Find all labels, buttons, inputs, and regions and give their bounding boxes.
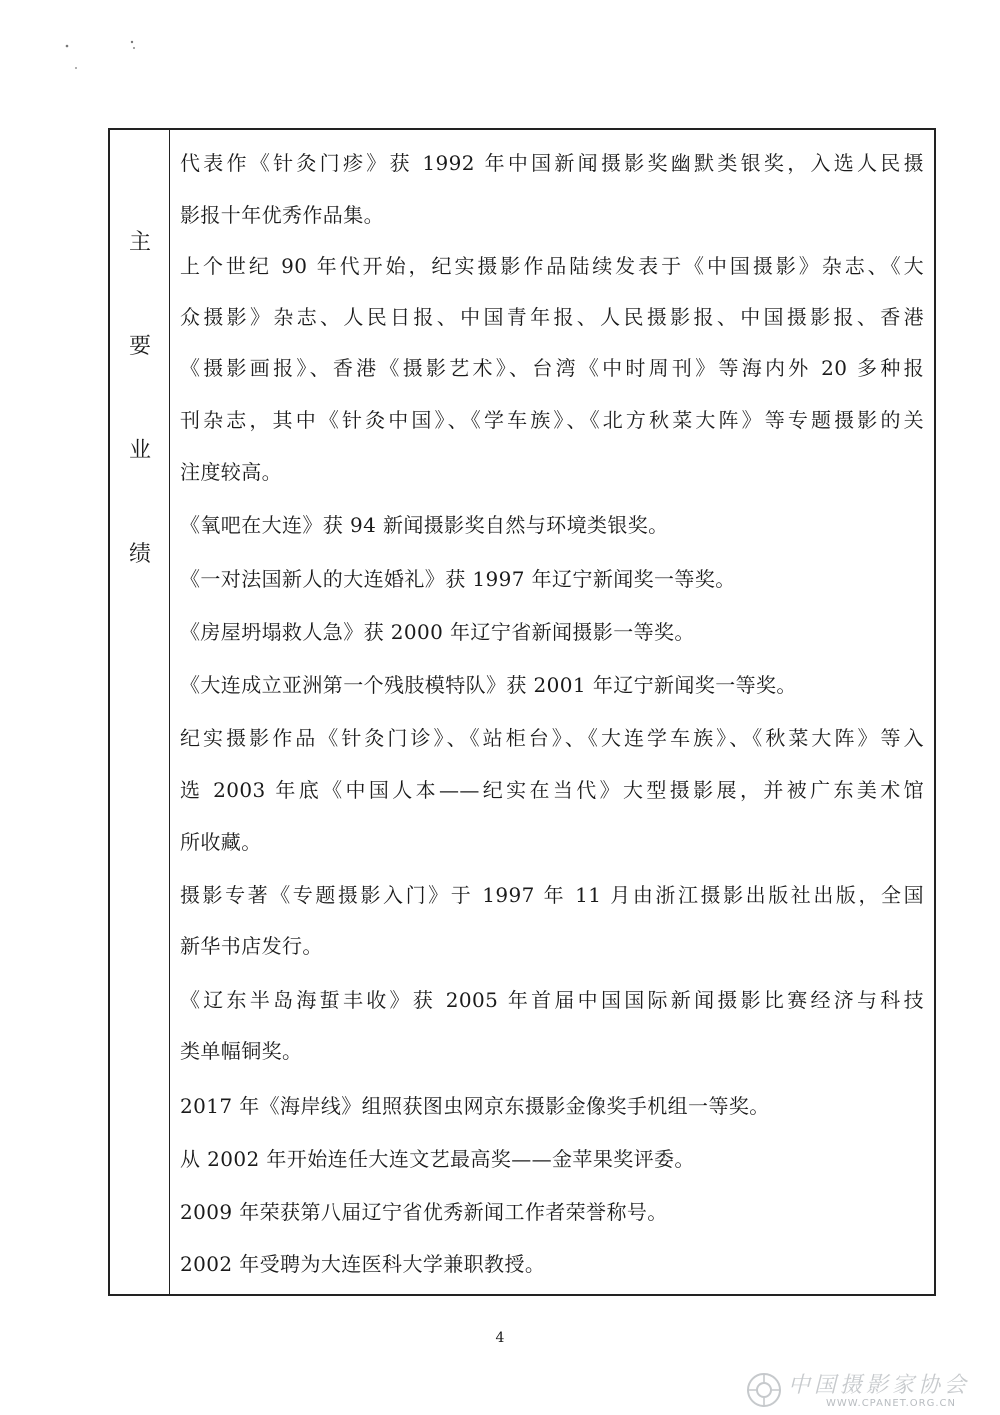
text-line: 《辽东半岛海蜇丰收》获 2005 年首届中国国际新闻摄影比赛经济与科技 [180, 988, 924, 1012]
text-line: 刊杂志，其中《针灸中国》、《学车族》、《北方秋菜大阵》等专题摄影的关 [180, 408, 924, 432]
watermark [746, 1372, 986, 1412]
text-line: 所收藏。 [180, 830, 262, 854]
text-line: 代表作《针灸门疹》获 1992 年中国新闻摄影奖幽默类银奖，入选人民摄 [180, 151, 924, 175]
section-label-char: 绩 [128, 542, 151, 567]
text-line: 众摄影》杂志、人民日报、中国青年报、人民摄影报、中国摄影报、香港 [180, 305, 924, 329]
text-line: 摄影专著《专题摄影入门》于 1997 年 11 月由浙江摄影出版社出版，全国 [180, 883, 924, 907]
section-label-char: 主 [128, 230, 151, 255]
text-line: 新华书店发行。 [180, 934, 323, 958]
achievements-table [108, 128, 936, 1296]
section-label-cell [110, 130, 170, 1294]
text-line: 《房屋坍塌救人急》获 2000 年辽宁省新闻摄影一等奖。 [180, 620, 695, 644]
text-line: 纪实摄影作品《针灸门诊》、《站柜台》、《大连学车族》、《秋菜大阵》等入 [180, 726, 924, 750]
watermark-url: WWW.CPANET.ORG.CN [826, 1398, 957, 1409]
text-line: 2017 年《海岸线》组照获图虫网京东摄影金像奖手机组一等奖。 [180, 1094, 770, 1118]
section-label-char: 业 [128, 438, 151, 463]
text-line: 从 2002 年开始连任大连文艺最高奖——金苹果奖评委。 [180, 1147, 695, 1171]
text-line: 2009 年荣获第八届辽宁省优秀新闻工作者荣誉称号。 [180, 1200, 668, 1224]
page-number: 4 [495, 1330, 505, 1346]
association-logo-icon [746, 1372, 782, 1408]
text-line: 2002 年受聘为大连医科大学兼职教授。 [180, 1252, 546, 1276]
text-line: 影报十年优秀作品集。 [180, 203, 384, 227]
watermark-name: 中国摄影家协会 [788, 1373, 971, 1398]
text-line: 注度较高。 [180, 460, 282, 484]
text-line: 类单幅铜奖。 [180, 1039, 303, 1063]
scan-specks [60, 38, 150, 78]
text-line: 《一对法国新人的大连婚礼》获 1997 年辽宁新闻奖一等奖。 [180, 567, 736, 591]
section-label-char: 要 [128, 334, 151, 359]
text-line: 《氧吧在大连》获 94 新闻摄影奖自然与环境类银奖。 [180, 513, 669, 537]
text-line: 选 2003 年底《中国人本——纪实在当代》大型摄影展，并被广东美术馆 [180, 778, 924, 802]
achievements-content [170, 130, 934, 1294]
text-line: 上个世纪 90 年代开始，纪实摄影作品陆续发表于《中国摄影》杂志、《大 [180, 254, 924, 278]
text-line: 《摄影画报》、香港《摄影艺术》、台湾《中时周刊》等海内外 20 多种报 [180, 356, 924, 380]
text-line: 《大连成立亚洲第一个残肢模特队》获 2001 年辽宁新闻奖一等奖。 [180, 673, 797, 697]
